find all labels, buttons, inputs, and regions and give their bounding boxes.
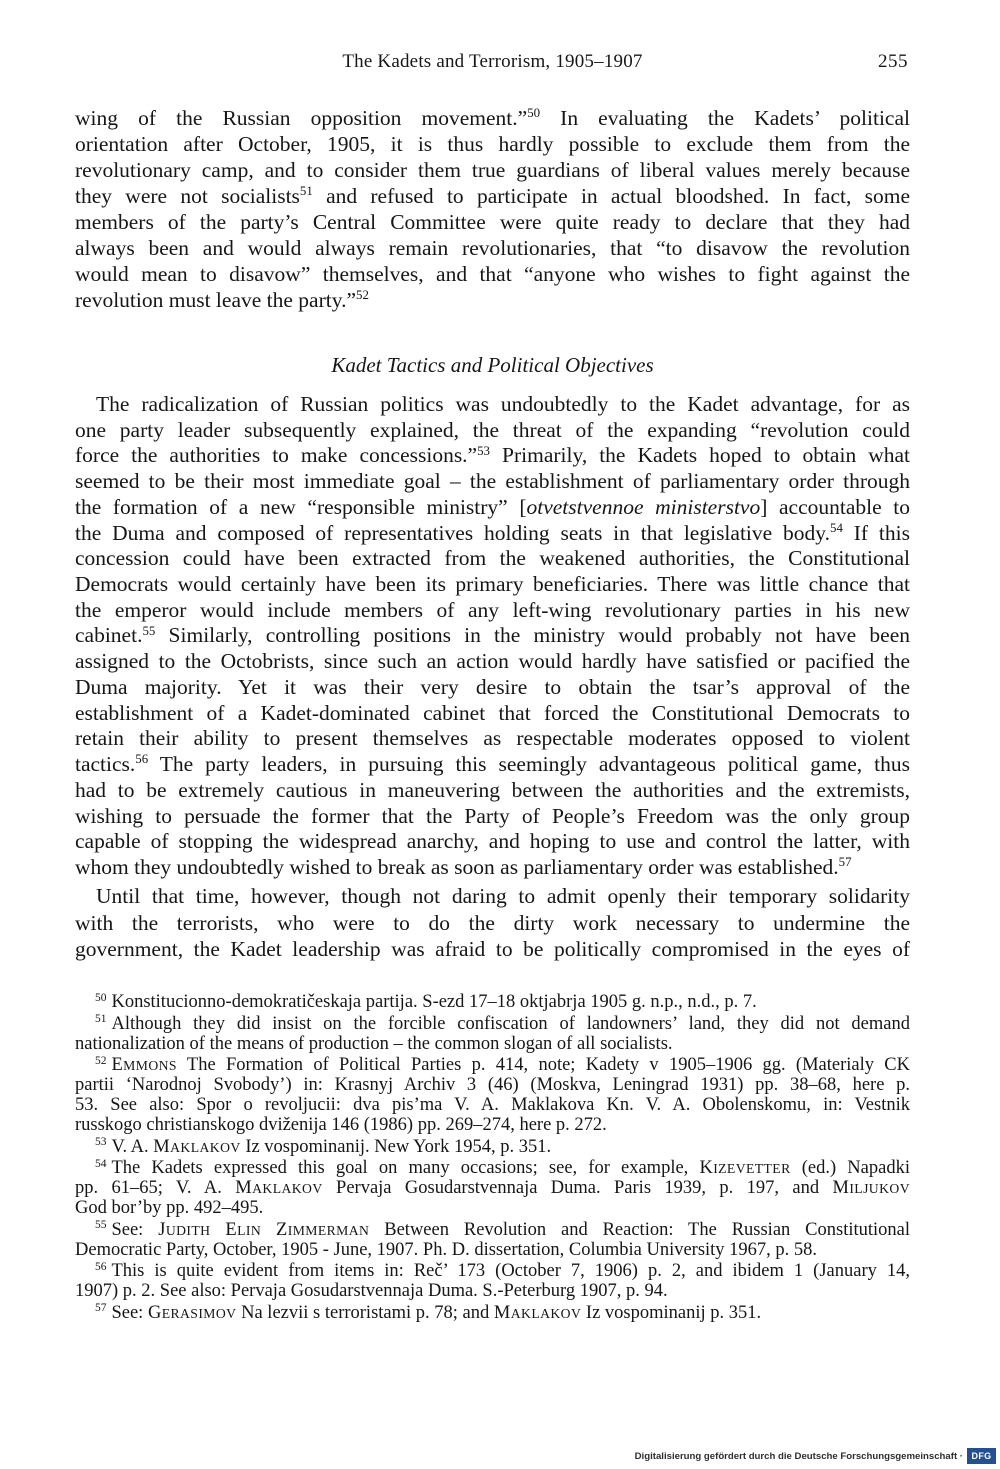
body-text-line bbox=[75, 649, 910, 675]
text-run: would mean to disavow” themselves, and that “anyone who wishes to fight against the bbox=[75, 262, 910, 286]
text-run: Iz vospominanij. New York 1954, p. 351. bbox=[240, 1136, 552, 1157]
footnote-54 bbox=[75, 1158, 910, 1218]
body-text-line bbox=[75, 572, 910, 598]
running-head bbox=[75, 49, 910, 75]
body-text-line bbox=[75, 546, 910, 572]
text-run: Konstitucionno-demokratičeskaja partija. S-ezd 17–18 oktjabrja 1905 g. n.p., n.d., p. 7. bbox=[111, 992, 757, 1012]
author-name: MAKLAKOV bbox=[235, 1177, 323, 1197]
footnote-number: 54 bbox=[95, 1157, 107, 1170]
footnote-line bbox=[75, 1303, 910, 1323]
footnote-51 bbox=[75, 1014, 910, 1054]
text-run: concession could have been extracted from the weakened authorities, the Constitutional bbox=[75, 546, 910, 571]
footnote-line bbox=[75, 1137, 910, 1157]
author-name: EMMONS bbox=[111, 1054, 177, 1074]
author-name: GERASIMOV bbox=[147, 1301, 237, 1322]
body-text-line bbox=[75, 726, 910, 752]
body-text-line bbox=[75, 287, 910, 313]
footnote-line bbox=[75, 1240, 910, 1260]
text-run: revolution must leave the party.” bbox=[75, 288, 357, 312]
footnote-line bbox=[75, 1115, 910, 1135]
footnote-53 bbox=[75, 1137, 910, 1157]
footnote-line bbox=[75, 1055, 910, 1075]
footnote-number: 55 bbox=[95, 1219, 107, 1232]
text-run: Na lezvii s terroristami p. 78; and bbox=[236, 1302, 494, 1323]
footnote-number: 52 bbox=[95, 1054, 107, 1067]
text-run: The radicalization of Russian politics was undoubtedly to the Kadet advantage, for as bbox=[96, 392, 910, 416]
footnote-line bbox=[75, 1158, 910, 1178]
text-run: revolutionary camp, and to consider them true guardians of liberal values merely because bbox=[75, 158, 910, 182]
text-run: God bor’by pp. 492–495. bbox=[75, 1198, 264, 1218]
text-run: 1907) p. 2. See also: Pervaja Gosudarstvennaja Duma. S.-Peterburg 1907, p. 94. bbox=[75, 1281, 668, 1301]
text-run: Until that time, however, though not daring to admit openly their temporary solidarity bbox=[96, 884, 910, 908]
footnote-reference: 54 bbox=[830, 520, 843, 535]
text-run: wishing to persuade the former that the Party of People’s Freedom was the only group bbox=[75, 803, 910, 828]
footnote-line bbox=[75, 1014, 910, 1034]
body-text-line bbox=[75, 131, 910, 157]
text-run: See: bbox=[111, 1219, 159, 1240]
footnote-line bbox=[75, 1034, 910, 1054]
text-run: nationalization of the means of production – the common slogan of all socialists. bbox=[75, 1033, 673, 1054]
text-run: government, the Kadet leadership was afraid to be politically compromised in the eyes of bbox=[75, 937, 910, 961]
text-run: force the authorities to make concessions.” bbox=[75, 443, 478, 468]
text-run: wing of the Russian opposition movement.” bbox=[75, 106, 528, 130]
body-text-line bbox=[75, 701, 910, 727]
text-run: V. A. bbox=[111, 1136, 154, 1157]
author-name: MILJUKOV bbox=[832, 1177, 910, 1197]
footnote-number: 53 bbox=[95, 1136, 107, 1149]
text-run: See: bbox=[111, 1302, 148, 1323]
footnote-line bbox=[75, 1261, 910, 1281]
author-name: JUDITH bbox=[158, 1218, 211, 1239]
footnote-reference: 51 bbox=[299, 184, 313, 199]
text-run: seemed to be their most immediate goal – the establishment of parliamentary order through bbox=[75, 469, 910, 494]
digitization-credit bbox=[635, 1447, 996, 1465]
body-text-line bbox=[75, 418, 910, 444]
footnote-line bbox=[75, 1220, 910, 1240]
footnote-number: 56 bbox=[95, 1260, 107, 1273]
footnote-line bbox=[75, 992, 910, 1012]
text-run: the formation of a new “responsible ministry” [ bbox=[75, 494, 527, 519]
italic-term: otvetstvennoe ministerstvo bbox=[526, 494, 761, 519]
text-run: The Kadets expressed this goal on many occasions; see, for example, bbox=[111, 1158, 700, 1178]
body-text-line bbox=[75, 261, 910, 287]
text-run: and refused to participate in actual bloodshed. In fact, some bbox=[312, 184, 910, 208]
running-title: The Kadets and Terrorism, 1905–1907 bbox=[342, 51, 643, 72]
text-run: one party leader subsequently explained, the threat of the expanding “revolution could bbox=[75, 417, 910, 442]
body-text-line bbox=[75, 495, 910, 521]
body-text-line bbox=[75, 443, 910, 469]
body-text-line bbox=[75, 183, 910, 209]
footnote-52 bbox=[75, 1055, 910, 1135]
credit-text: Digitalisierung gefördert durch die Deutsche Forschungsgemeinschaft · bbox=[634, 1450, 963, 1462]
footnote-57 bbox=[75, 1303, 910, 1323]
text-run: retain their ability to present themselves as respectable moderates opposed to violent bbox=[75, 726, 910, 751]
body-text-line bbox=[75, 157, 910, 183]
text-run: cabinet. bbox=[75, 623, 143, 648]
footnote-56 bbox=[75, 1261, 910, 1301]
footnote-reference: 52 bbox=[356, 288, 369, 303]
text-run bbox=[210, 1220, 225, 1240]
text-run: the Duma and composed of representatives holding seats in that legislative body. bbox=[75, 520, 831, 545]
body-text-line bbox=[75, 910, 910, 937]
body-text-line bbox=[75, 675, 910, 701]
text-run: assigned to the Octobrists, since such an action would hardly have satisfied or pacified the bbox=[75, 649, 910, 674]
body-paragraph-runs-on bbox=[75, 883, 910, 963]
text-run: If this bbox=[842, 520, 910, 545]
footnote-line bbox=[75, 1198, 910, 1218]
footnotes bbox=[75, 992, 910, 1323]
page-number: 255 bbox=[878, 51, 908, 72]
text-run: This is quite evident from items in: Reč’ 173 (October 7, 1906) p. 2, and ibidem 1 (January 14, bbox=[111, 1261, 910, 1281]
text-run: always been and would always remain revolutionaries, that “to disavow the revolution bbox=[75, 236, 910, 260]
section-heading: Kadet Tactics and Political Objectives bbox=[331, 353, 654, 377]
body-text-line bbox=[75, 752, 910, 778]
footnote-50 bbox=[75, 992, 910, 1012]
body-text-line bbox=[75, 804, 910, 830]
footnote-line bbox=[75, 1281, 910, 1301]
text-run: Although they did insist on the forcible confiscation of landowners’ land, they did not demand bbox=[111, 1013, 910, 1034]
footnote-reference: 55 bbox=[142, 623, 156, 638]
footnote-line bbox=[75, 1178, 910, 1198]
text-run: In evaluating the Kadets’ political bbox=[540, 106, 910, 130]
body-text-line bbox=[75, 209, 910, 235]
author-name: MAKLAKOV bbox=[153, 1135, 241, 1156]
text-run bbox=[261, 1220, 276, 1240]
text-run: Democrats would certainly have been its primary beneficiaries. There was little chance that bbox=[75, 572, 910, 597]
text-run: partii ‘Narodnoj Svobody’) in: Krasnyj Archiv 3 (46) (Moskva, Leningrad 1931) pp. 38–68, here p. bbox=[75, 1075, 910, 1095]
author-name: MAKLAKOV bbox=[493, 1301, 582, 1322]
body-text-line bbox=[75, 936, 910, 963]
text-run: orientation after October, 1905, it is thus hardly possible to exclude them from the bbox=[75, 132, 910, 156]
body-text-line bbox=[75, 105, 910, 131]
text-run: with the terrorists, who were to do the dirty work necessary to undermine the bbox=[75, 910, 910, 935]
footnote-number: 50 bbox=[95, 991, 107, 1004]
text-run: establishment of a Kadet-dominated cabinet that forced the Constitutional Democrats to bbox=[75, 700, 910, 725]
text-run: Democratic Party, October, 1905 - June, 1907. Ph. D. dissertation, Columbia University 1967, p. 58. bbox=[75, 1239, 818, 1260]
body-text-line bbox=[75, 829, 910, 855]
text-run: the emperor would include members of any left-wing revolutionary parties in his new bbox=[75, 597, 910, 622]
text-run: Duma majority. Yet it was their very desire to obtain the tsar’s approval of the bbox=[75, 674, 910, 699]
text-run: pp. 61–65; V. A. bbox=[75, 1178, 236, 1198]
footnote-reference: 50 bbox=[527, 106, 541, 121]
text-run: they were not socialists bbox=[75, 184, 300, 208]
text-run: whom they undoubtedly wished to break as soon as parliamentary order was established. bbox=[75, 854, 839, 879]
text-run: Between Revolution and Reaction: The Russian Constitutional bbox=[369, 1219, 911, 1240]
footnote-number: 51 bbox=[95, 1013, 107, 1026]
body-text-line bbox=[75, 598, 910, 624]
dfg-logo: DFG bbox=[967, 1448, 996, 1464]
body-paragraph bbox=[75, 392, 910, 881]
text-run: Primarily, the Kadets hoped to obtain what bbox=[490, 443, 910, 468]
text-run: Iz vospominanij p. 351. bbox=[581, 1302, 762, 1323]
text-run: capable of stopping the widespread anarchy, and hoping to use and control the latter, with bbox=[75, 829, 910, 854]
text-run: (ed.) Napadki bbox=[790, 1158, 910, 1178]
author-name: ELIN bbox=[225, 1218, 262, 1239]
footnote-number: 57 bbox=[95, 1302, 107, 1315]
body-text-line bbox=[75, 883, 910, 910]
body-text-line bbox=[75, 392, 910, 418]
text-run: 53. See also: Spor o revoljucii: dva pis’ma V. A. Maklakova Kn. V. A. Obolenskomu, in: Vestnik bbox=[75, 1095, 910, 1115]
text-run: The Formation of Political Parties p. 414, note; Kadety v 1905–1906 gg. (Materialy CK bbox=[176, 1055, 910, 1075]
body-text-line bbox=[75, 521, 910, 547]
footnote-55 bbox=[75, 1220, 910, 1260]
text-run: Pervaja Gosudarstvennaja Duma. Paris 1939, p. 197, and bbox=[322, 1178, 833, 1198]
body-text-line bbox=[75, 235, 910, 261]
text-run: The party leaders, in pursuing this seemingly advantageous political game, thus bbox=[148, 752, 910, 777]
author-name: ZIMMERMAN bbox=[276, 1218, 370, 1239]
body-text-line bbox=[75, 778, 910, 804]
footnote-reference: 56 bbox=[135, 752, 149, 767]
body-text-line bbox=[75, 469, 910, 495]
footnote-reference: 53 bbox=[477, 443, 490, 458]
text-run: russkogo christianskogo dviženija 146 (1986) pp. 269–274, here p. 272. bbox=[75, 1115, 607, 1135]
text-run: had to be extremely cautious in maneuvering between the authorities and the extremists, bbox=[75, 777, 910, 802]
body-paragraph-continued bbox=[75, 105, 910, 313]
body-text-line bbox=[75, 623, 910, 649]
author-name: KIZEVETTER bbox=[699, 1157, 791, 1177]
text-run: Similarly, controlling positions in the ministry would probably not have been bbox=[155, 623, 910, 648]
body-text-line bbox=[75, 855, 910, 881]
footnote-reference: 57 bbox=[838, 855, 852, 870]
text-run: ] accountable to bbox=[760, 494, 910, 519]
footnote-line bbox=[75, 1075, 910, 1095]
text-run: members of the party’s Central Committee were quite ready to declare that they had bbox=[75, 210, 910, 234]
footnote-line bbox=[75, 1095, 910, 1115]
text-run: tactics. bbox=[75, 752, 136, 777]
